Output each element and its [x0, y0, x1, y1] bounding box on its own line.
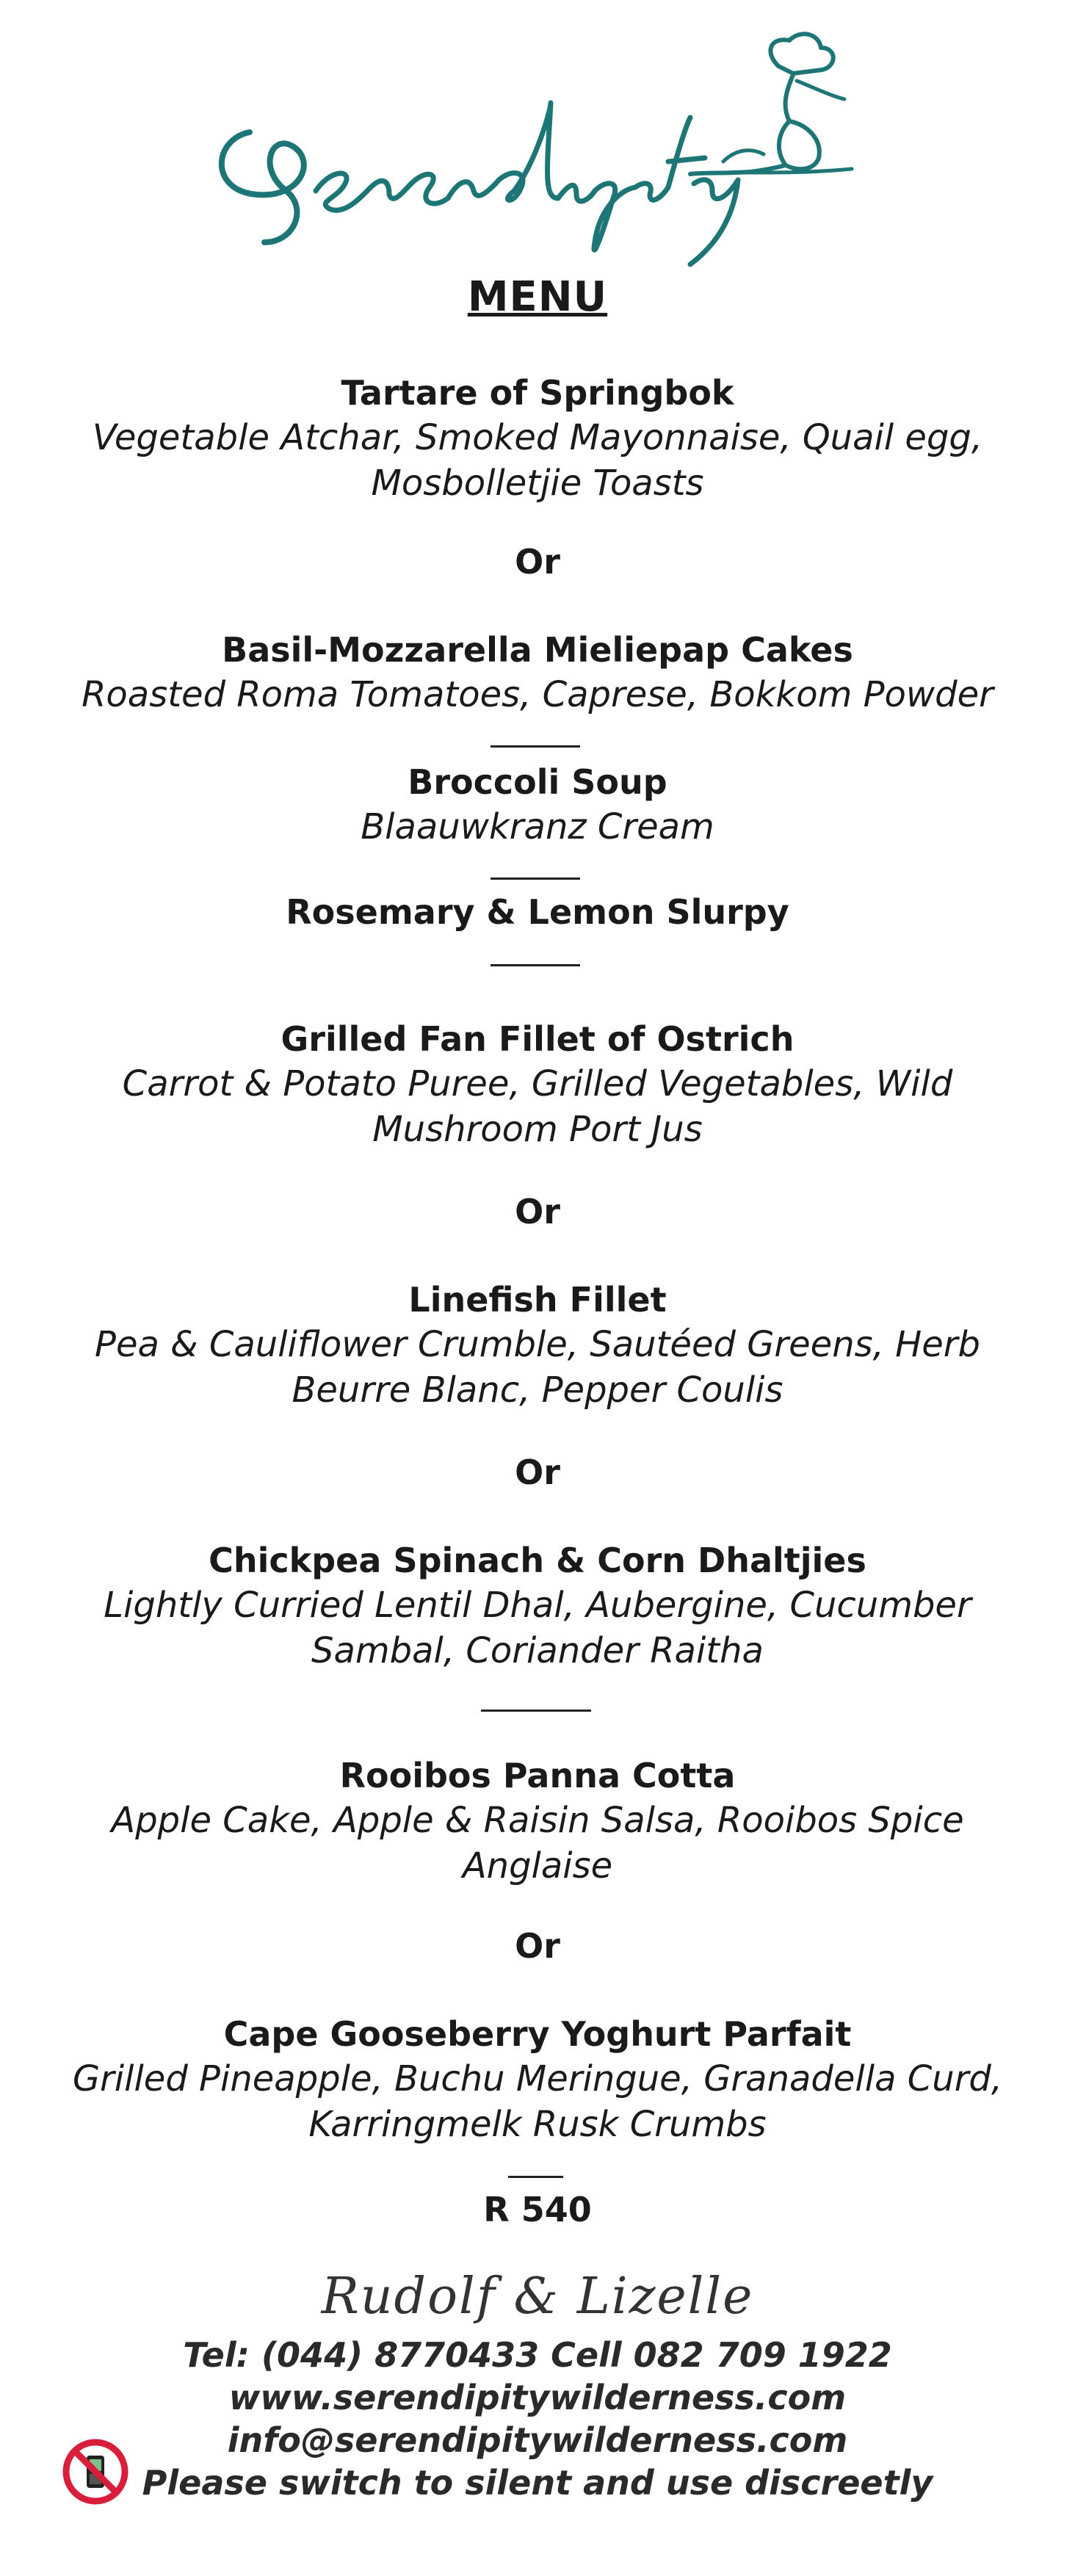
menu-price: R 540 [483, 2190, 592, 2229]
or-divider: Or [515, 1192, 560, 1231]
dish-name: Linefish Fillet [408, 1280, 667, 1320]
dish-panna-cotta [0, 1754, 1075, 1889]
dish-description: Apple Cake, Apple & Raisin Salsa, Rooibos Spice [111, 1800, 964, 1841]
chef-bird-icon [206, 22, 866, 272]
dish-description: Grilled Pineapple, Buchu Meringue, Granadella Curd, [72, 2058, 1003, 2099]
serendipity-logo [206, 22, 866, 272]
course-separator [491, 878, 580, 880]
dish-description: Blaauwkranz Cream [361, 806, 714, 847]
dish-description: Beurre Blanc, Pepper Coulis [292, 1370, 783, 1411]
dish-description: Karringmelk Rusk Crumbs [308, 2104, 767, 2145]
dish-description: Roasted Roma Tomatoes, Caprese, Bokkom Powder [82, 674, 993, 715]
dish-description: Vegetable Atchar, Smoked Mayonnaise, Quail egg, [92, 417, 983, 458]
dish-tartare [0, 371, 1075, 506]
dish-name: Chickpea Spinach & Corn Dhaltjies [209, 1541, 866, 1580]
silent-notice: Please switch to silent and use discreetly [142, 2463, 933, 2503]
dish-linefish [0, 1278, 1075, 1413]
dish-description: Carrot & Potato Puree, Grilled Vegetables, Wild [122, 1063, 953, 1104]
dish-parfait [0, 2012, 1075, 2147]
contact-email: info@serendipitywilderness.com [227, 2420, 848, 2460]
dish-name: Tartare of Springbok [341, 373, 734, 413]
or-divider: Or [515, 1452, 560, 1492]
dish-name: Grilled Fan Fillet of Ostrich [280, 1019, 795, 1059]
dish-broccoli-soup [0, 760, 1075, 850]
course-separator [491, 964, 580, 966]
dish-dhaltjies [0, 1538, 1075, 1674]
dish-description: Anglaise [462, 1845, 613, 1886]
or-divider: Or [515, 1926, 560, 1966]
dish-description: Lightly Curried Lentil Dhal, Aubergine, Cucumber [104, 1585, 971, 1626]
dish-mieliepap [0, 628, 1075, 717]
contact-phone: Tel: (044) 8770433 Cell 082 709 1922 [183, 2335, 892, 2375]
contact-website: www.serendipitywilderness.com [228, 2378, 847, 2417]
dish-name: Basil-Mozzarella Mieliepap Cakes [222, 630, 853, 670]
dish-description: Pea & Cauliflower Crumble, Sautéed Greens, Herb [95, 1324, 980, 1365]
dish-name: Rooibos Panna Cotta [339, 1756, 736, 1795]
dish-ostrich [0, 1017, 1075, 1152]
menu-heading: MENU [467, 273, 608, 321]
dish-description: Mushroom Port Jus [372, 1109, 703, 1150]
dish-name: Broccoli Soup [408, 762, 667, 802]
dish-name: Rosemary & Lemon Slurpy [286, 892, 789, 932]
no-phone-icon [60, 2436, 131, 2507]
course-separator [481, 1710, 591, 1712]
dish-name: Cape Gooseberry Yoghurt Parfait [223, 2014, 852, 2054]
dish-slurpy [0, 890, 1075, 934]
course-separator [491, 745, 580, 748]
dish-description: Sambal, Coriander Raitha [311, 1630, 764, 1671]
course-separator [508, 2176, 563, 2178]
dish-description: Mosbolletjie Toasts [371, 463, 704, 504]
signature: Rudolf & Lizelle [321, 2268, 754, 2326]
or-divider: Or [515, 542, 560, 582]
